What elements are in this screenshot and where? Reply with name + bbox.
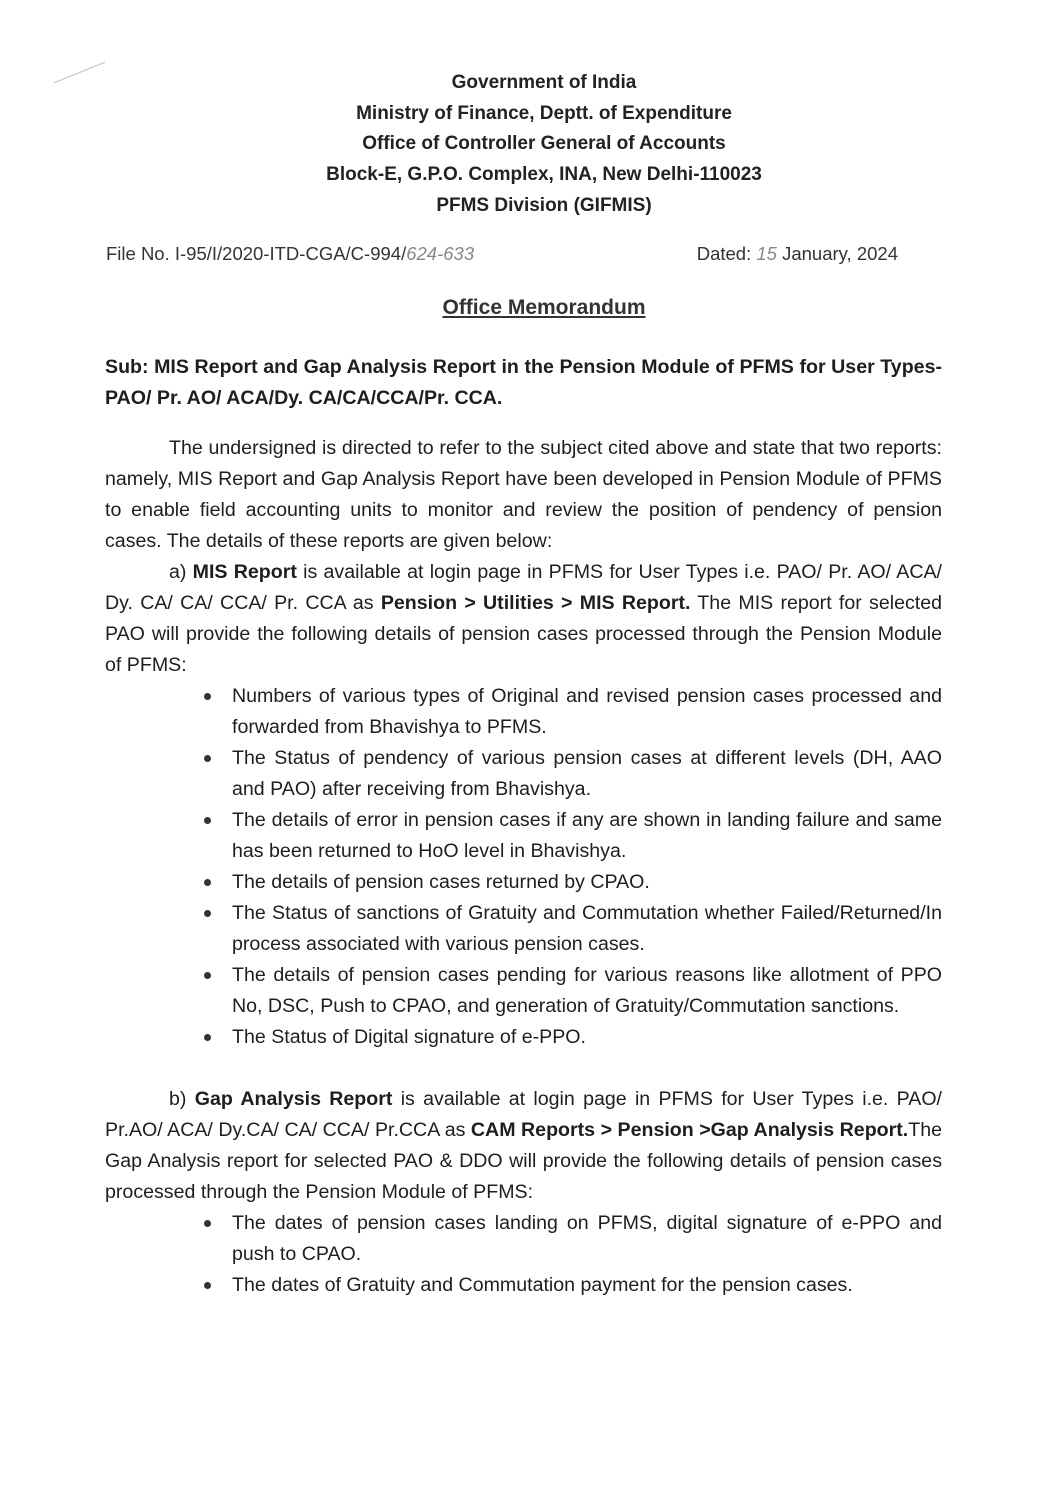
letterhead-line: Government of India bbox=[451, 72, 637, 93]
file-number-line bbox=[106, 243, 898, 265]
letterhead-line: Block-E, G.P.O. Complex, INA, New Delhi-110023 bbox=[326, 164, 762, 186]
document-title: Office Memorandum bbox=[442, 296, 646, 319]
list-item: Numbers of various types of Original and revised pension cases processed and forwarded from Bhavishya to PFMS. bbox=[232, 681, 942, 743]
list-item: The Status of Digital signature of e-PPO. bbox=[232, 1022, 942, 1053]
date: Dated: 15 January, 2024 bbox=[696, 243, 898, 264]
list-item: The Status of pendency of various pension cases at different levels (DH, AAO and PAO) after receiving from Bhavishya. bbox=[232, 743, 942, 805]
list-item: The details of pension cases pending for various reasons like allotment of PPO No, DSC, Push to CPAO, and generation of Gratuity/Commutation sanctions. bbox=[232, 960, 942, 1022]
list-item: The dates of Gratuity and Commutation payment for the pension cases. bbox=[232, 1270, 942, 1301]
gap-bullets bbox=[105, 1208, 942, 1301]
gap-paragraph: b) Gap Analysis Report is available at login page in PFMS for User Types i.e. PAO/ Pr.AO/ ACA/ Dy.CA/ CA/ CCA/ Pr.CCA as CAM Reports > Pension >Gap Analysis Report.The Gap Analysis report for selected PAO & DDO will provide the following details of pension cases processed through the Pension Module of PFMS: bbox=[105, 1088, 943, 1203]
letterhead bbox=[0, 68, 1058, 222]
subject: Sub: MIS Report and Gap Analysis Report in the Pension Module of PFMS for User Types- PAO/ Pr. AO/ ACA/Dy. CA/CA/CCA/Pr. CCA. bbox=[105, 356, 942, 409]
letterhead-line: Office of Controller General of Accounts bbox=[362, 133, 726, 155]
file-number: File No. I-95/I/2020-ITD-CGA/C-994/624-633 bbox=[106, 243, 475, 264]
letterhead-line: Ministry of Finance, Deptt. of Expenditure bbox=[356, 102, 732, 124]
list-item: The details of error in pension cases if any are shown in landing failure and same has been returned to HoO level in Bhavishya. bbox=[232, 805, 942, 867]
mis-bullets bbox=[105, 681, 942, 1053]
list-item: The details of pension cases returned by CPAO. bbox=[232, 867, 942, 898]
body bbox=[105, 352, 942, 1301]
intro-paragraph: The undersigned is directed to refer to the subject cited above and state that two reports: namely, MIS Report and Gap Analysis Report have been developed in Pension Module of PFMS to enable field accounting units to monitor and review the position of pendency of pension cases. The details of these reports are given below: bbox=[105, 437, 942, 552]
list-item: The Status of sanctions of Gratuity and Commutation whether Failed/Returned/In process associated with various pension cases. bbox=[232, 898, 942, 960]
list-item: The dates of pension cases landing on PFMS, digital signature of e-PPO and push to CPAO. bbox=[232, 1208, 942, 1270]
letterhead-line: PFMS Division (GIFMIS) bbox=[436, 194, 652, 216]
handwritten-number: 624-633 bbox=[406, 243, 475, 264]
mis-paragraph: a) MIS Report is available at login page in PFMS for User Types i.e. PAO/ Pr. AO/ ACA/ Dy. CA/ CA/ CCA/ Pr. CCA as Pension > Utilities > MIS Report. The MIS report for selected PAO will provide the following details of pension cases processed through the Pension Module of PFMS: bbox=[105, 561, 943, 676]
